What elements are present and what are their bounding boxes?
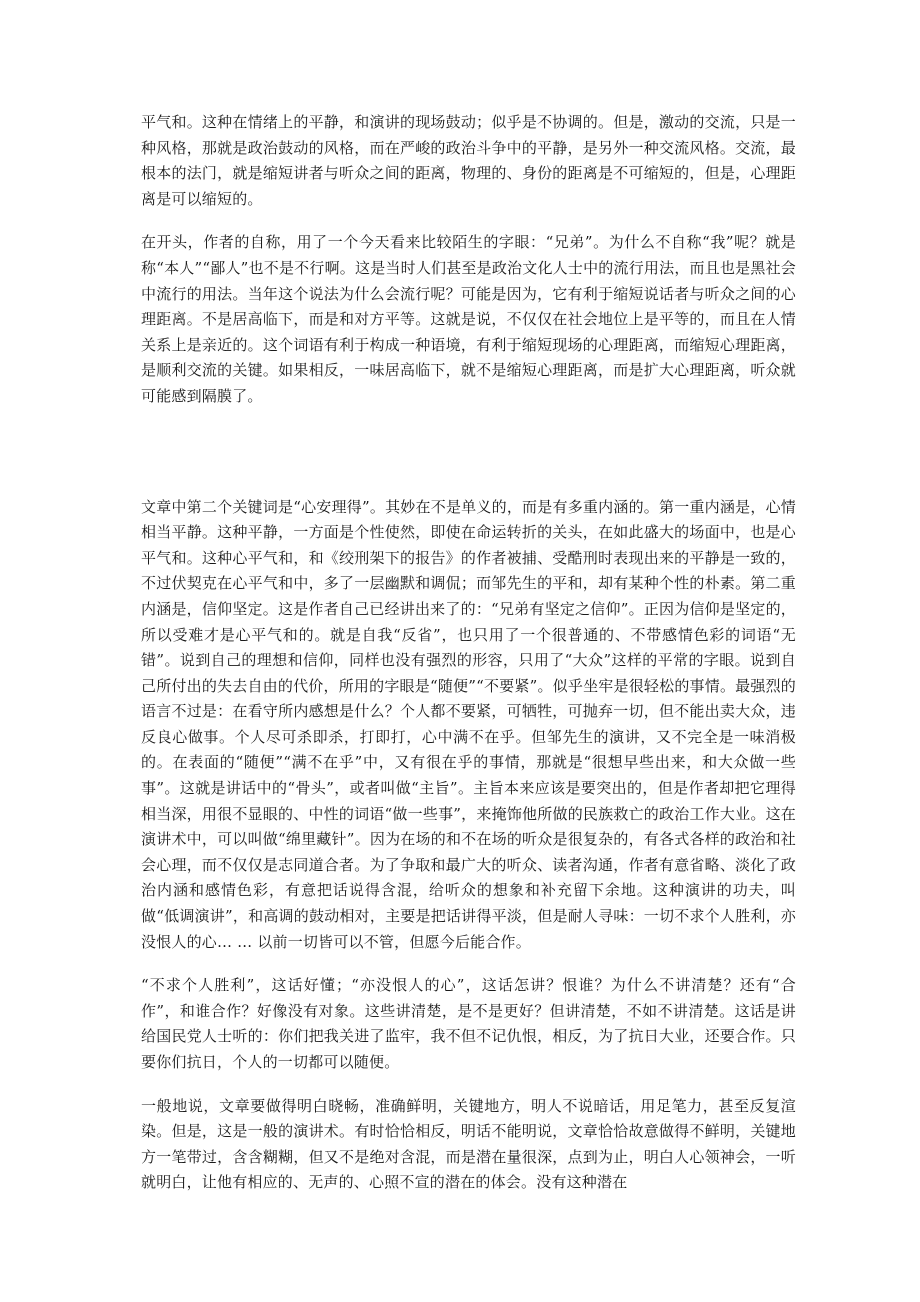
paragraph-4: “不求个人胜利”，这话好懂；“亦没恨人的心”，这话怎讲？恨谁？为什么不讲清楚？还有“合作”，和谁合作？好像没有对象。这些讲清楚，是不是更好？但讲清楚，不如不讲清楚。这话是讲给国民党人士听的：你们把我关进了监牢，我不但不记仇恨，相反，为了抗日大业，还要合作。只要你们抗日，个人的一切都可以随便。 [141,976,796,1071]
paragraph-2: 在开头，作者的自称，用了一个今天看来比较陌生的字眼：“兄弟”。为什么不自称“我”呢？就是称“本人”“鄙人”也不是不行啊。这是当时人们甚至是政治文化人士中的流行用法，而且也是黑社会中流行的用法。当年这个说法为什么会流行呢？可能是因为，它有利于缩短说话者与听众之间的心理距离。不是居高临下，而是和对方平等。这就是说，不仅仅在社会地位上是平等的，而且在人情关系上是亲近的。这个词语有利于构成一种语境，有利于缩短现场的心理距离，而缩短心理距离，是顺利交流的关键。如果相反，一味居高临下，就不是缩短心理距离，而是扩大心理距离，听众就可能感到隔膜了。 [141,233,796,405]
paragraph-5: 一般地说，文章要做得明白晓畅，准确鲜明，关键地方，明人不说暗话，用足笔力，甚至反复渲染。但是，这是一般的演讲术。有时恰恰相反，明话不能明说，文章恰恰故意做得不鲜明，关键地方一笔带过，含含糊糊，但又不是绝对含混，而是潜在量很深，点到为止，明白人心领神会，一听就明白，让他有相应的、无声的、心照不宣的潜在的体会。没有这种潜在 [141,1096,796,1192]
paragraph-1: 平气和。这种在情绪上的平静，和演讲的现场鼓动；似乎是不协调的。但是，激动的交流，只是一种风格，那就是政治鼓动的风格，而在严峻的政治斗争中的平静，是另外一种交流风格。交流，最根本的法门，就是缩短讲者与听众之间的距离，物理的、身份的距离是不可缩短的，但是，心理距离是可以缩短的。 [141,113,796,208]
document-page [141,110,796,1196]
paragraph-3: 文章中第二个关键词是“心安理得”。其妙在不是单义的，而是有多重内涵的。第一重内涵是，心情相当平静。这种平静，一方面是个性使然，即使在命运转折的关头，在如此盛大的场面中，也是心平气和。这种心平气和，和《绞刑架下的报告》的作者被捕、受酷刑时表现出来的平静是一致的，不过伏契克在心平气和中，多了一层幽默和调侃；而邹先生的平和，却有某种个性的朴素。第二重内涵是，信仰坚定。这是作者自己已经讲出来了的：“兄弟有坚定之信仰”。正因为信仰是坚定的，所以受难才是心平气和的。就是自我“反省”，也只用了一个很普通的、不带感情色彩的词语“无错”。说到自己的理想和信仰，同样也没有强烈的形容，只用了“大众”这样的平常的字眼。说到自己所付出的失去自由的代价，所用的字眼是“随便”“不要紧”。似乎坐牢是很轻松的事情。最强烈的语言不过是：在看守所内感想是什么？个人都不要紧，可牺牲，可抛弃一切，但不能出卖大众，违反良心做事。个人尽可杀即杀，打即打，心中满不在乎。但邹先生的演讲，又不完全是一味消极的。在表面的“随便”“满不在乎”中，又有很在乎的事情，那就是“很想早些出来，和大众做一些事”。这就是讲话中的“骨头”，或者叫做“主旨”。主旨本来应该是要突出的，但是作者却把它理得相当深，用很不显眼的、中性的词语“做一些事”，来掩饰他所做的民族救亡的政治工作大业。这在演讲术中，可以叫做“绵里藏针”。因为在场的和不在场的听众是很复杂的，有各式各样的政治和社会心理，而不仅仅是志同道合者。为了争取和最广大的听众、读者沟通，作者有意省略、淡化了政治内涵和感情色彩，有意把话说得含混，给听众的想象和补充留下余地。这种演讲的功夫，叫做“低调演讲”，和高调的鼓动相对，主要是把话讲得平淡，但是耐人寻味：一切不求个人胜利，亦没恨人的心… … 以前一切皆可以不管，但愿今后能合作。 [141,497,796,951]
